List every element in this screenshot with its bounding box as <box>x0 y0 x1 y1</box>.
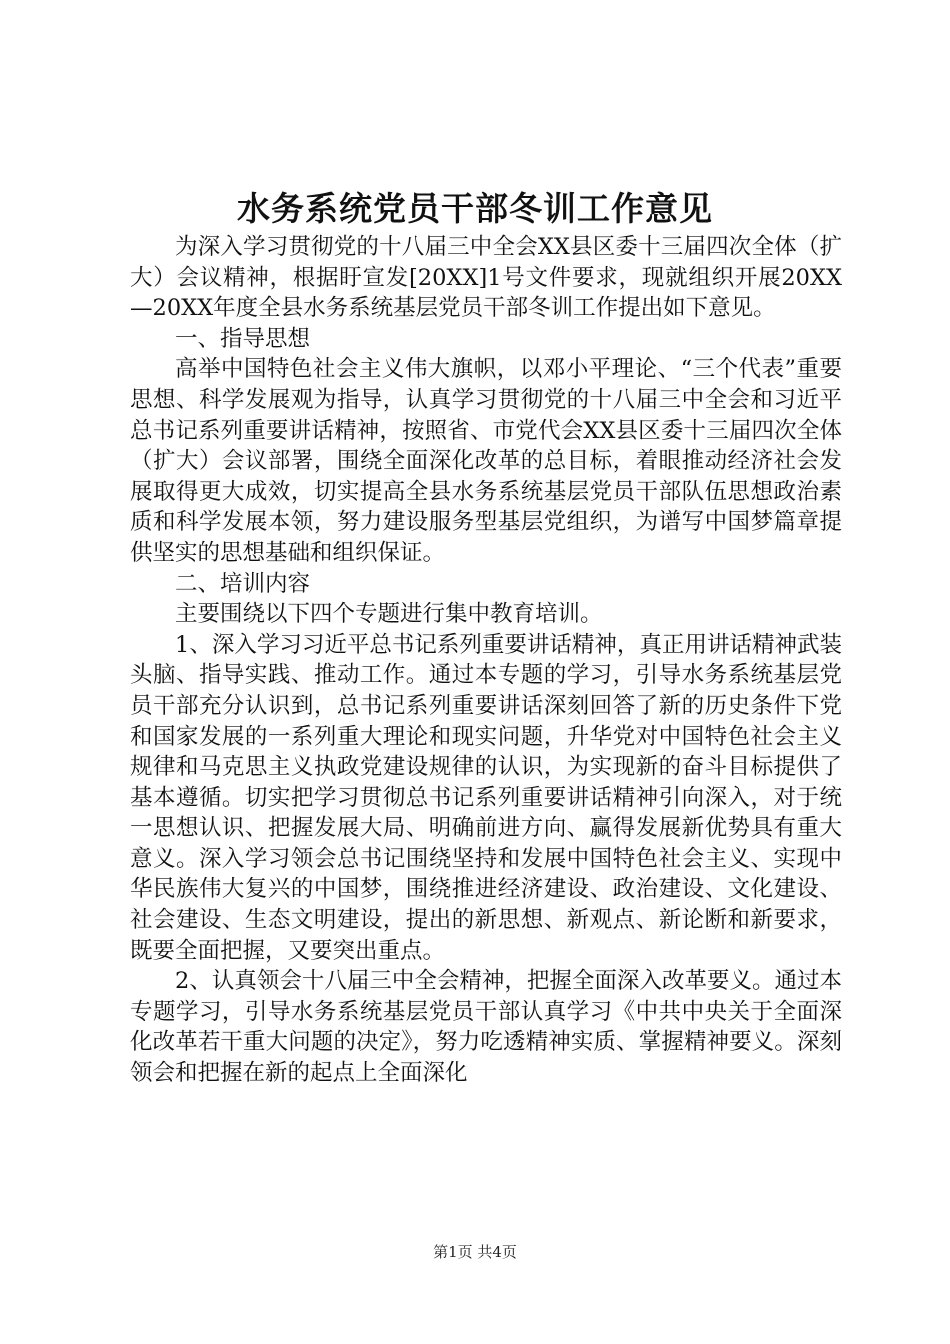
paragraph-training-overview: 主要围绕以下四个专题进行集中教育培训。 <box>175 601 603 628</box>
section-heading-guiding-ideology: 一、指导思想 <box>175 325 311 352</box>
paragraph-intro: 为深入学习贯彻党的十八届三中全会XX县区委十三届四次全体（扩大）会议精神，根据盱宣发[20XX]1号文件要求，现就组织开展20XX—20XX年度全县水务系统基层党员干部冬训工作提出如下意见。 <box>130 234 842 322</box>
page-footer: 第1页 共4页 <box>433 1243 517 1261</box>
section-heading-training-content: 二、培训内容 <box>175 570 311 597</box>
paragraph-guiding-ideology: 高举中国特色社会主义伟大旗帜，以邓小平理论、“三个代表”重要思想、科学发展观为指导，认真学习贯彻党的十八届三中全会和习近平总书记系列重要讲话精神，按照省、市党代会XX县区委十三届四次全体（扩大）会议部署，围绕全面深化改革的总目标，着眼推动经济社会发展取得更大成效，切实提高全县水务系统基层党员干部队伍思想政治素质和科学发展本领，努力建设服务型基层党组织，为谱写中国梦篇章提供坚实的思想基础和组织保证。 <box>130 356 842 566</box>
paragraph-topic-1: 1、深入学习习近平总书记系列重要讲话精神，真正用讲话精神武装头脑、指导实践、推动工作。通过本专题的学习，引导水务系统基层党员干部充分认识到，总书记系列重要讲话深刻回答了新的历史条件下党和国家发展的一系列重大理论和现实问题，升华党对中国特色社会主义规律和马克思主义执政党建设规律的认识，为实现新的奋斗目标提供了基本遵循。切实把学习贯彻总书记系列重要讲话精神引向深入，对于统一思想认识、把握发展大局、明确前进方向、赢得发展新优势具有重大意义。深入学习领会总书记围绕坚持和发展中国特色社会主义、实现中华民族伟大复兴的中国梦，围绕推进经济建设、政治建设、文化建设、社会建设、生态文明建设，提出的新思想、新观点、新论断和新要求，既要全面把握，又要突出重点。 <box>130 631 842 964</box>
document-body <box>130 232 842 1089</box>
paragraph-topic-2: 2、认真领会十八届三中全会精神，把握全面深入改革要义。通过本专题学习，引导水务系统基层党员干部认真学习《中共中央关于全面深化改革若干重大问题的决定》，努力吃透精神实质、掌握精神要义。深刻领会和把握在新的起点上全面深化 <box>130 968 842 1087</box>
page-title: 水务系统党员干部冬训工作意见 <box>237 189 713 228</box>
